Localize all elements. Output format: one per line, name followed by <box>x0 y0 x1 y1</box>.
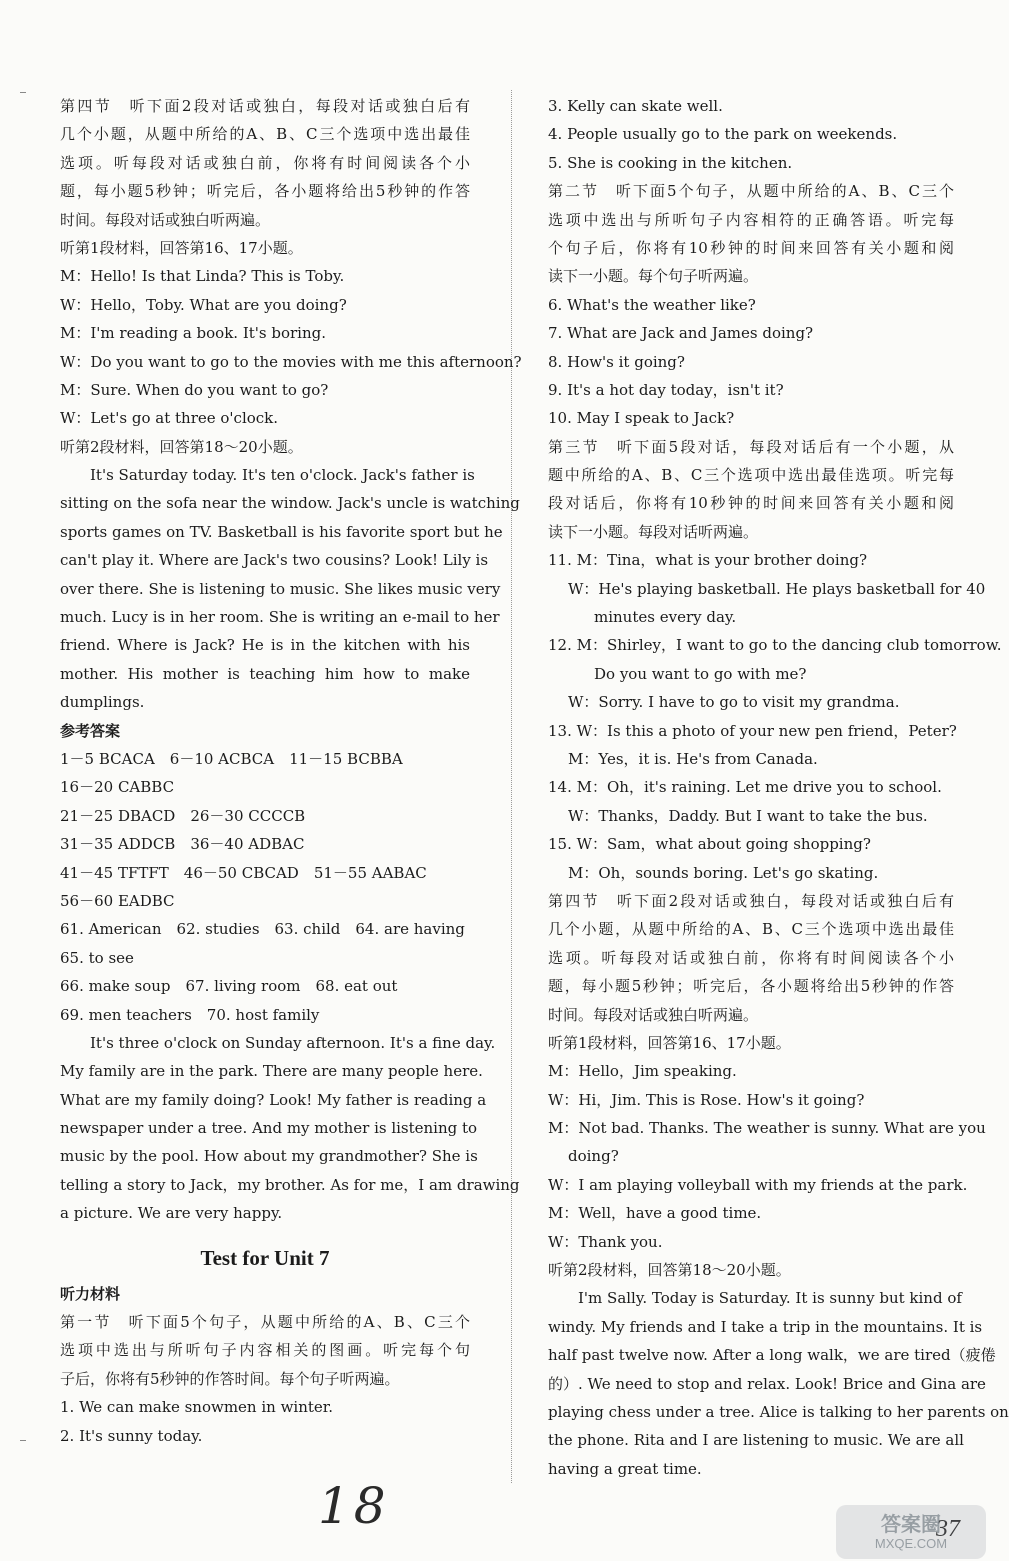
sentence-line: 6. What's the weather like? <box>548 295 756 314</box>
text-line: 选项。听每段对话或独白前，你将有时间阅读各个小 <box>548 948 954 967</box>
passage-line: 的）. We need to stop and relax. Look! Brice and Gina are <box>548 1374 986 1393</box>
dialogue-line: 13. W：Is this a photo of your new pen friend，Peter? <box>548 721 957 740</box>
passage-line: can't play it. Where are Jack's two cousins? Look! Lily is <box>60 551 489 570</box>
passage-line: half past twelve now. After a long walk，we are tired（疲倦 <box>548 1346 996 1365</box>
dialogue-line: W：I am playing volleyball with my friends at the park. <box>548 1175 968 1194</box>
answer-line: 61. American 62. studies 63. child 64. are having <box>60 920 465 939</box>
sentence-line: 1. We can make snowmen in winter. <box>60 1398 334 1417</box>
answer-line: 65. to see <box>60 948 134 967</box>
sentence-line: 8. How's it going? <box>548 352 685 371</box>
text-line: 选项中选出与所听句子内容相关的图画。听完每个句 <box>60 1341 470 1360</box>
passage-line: It's three o'clock on Sunday afternoon. It's a fine day. <box>90 1033 496 1052</box>
dialogue-line: M：Well，have a good time. <box>548 1204 762 1223</box>
passage-line: I'm Sally. Today is Saturday. It is sunny but kind of <box>578 1289 962 1308</box>
dialogue-line: doing? <box>568 1147 619 1166</box>
answer-line: 56－60 EADBC <box>60 891 175 910</box>
text-line: 第三节 听下面5段对话，每段对话后有一个小题，从 <box>548 437 954 456</box>
sentence-line: 2. It's sunny today. <box>60 1426 203 1445</box>
dialogue-line: W：Do you want to go to the movies with me this afternoon? <box>60 352 522 371</box>
passage-line: dumplings. <box>60 693 145 712</box>
dialogue-line: M：I'm reading a book. It's boring. <box>60 324 326 343</box>
passage-line: over there. She is listening to music. She likes music very <box>60 579 501 598</box>
handwritten-page-number: 18 <box>318 1477 390 1535</box>
text-line: 读下一小题。每段对话听两遍。 <box>548 522 759 541</box>
passage-line: My family are in the park. There are many people here. <box>60 1062 483 1081</box>
sentence-line: 9. It's a hot day today，isn't it? <box>548 380 784 399</box>
watermark-logo <box>836 1505 986 1559</box>
passage-line: sitting on the sofa near the window. Jack's uncle is watching <box>60 494 520 513</box>
passage-line: telling a story to Jack，my brother. As for me，I am drawing <box>60 1175 520 1194</box>
text-line: 听第2段材料，回答第18～20小题。 <box>548 1261 791 1280</box>
passage-line: playing chess under a tree. Alice is talking to her parents on <box>548 1402 1009 1421</box>
passage-line: a picture. We are very happy. <box>60 1204 283 1223</box>
text-line: 题中所给的A、B、C三个选项中选出最佳选项。听完每 <box>548 466 954 485</box>
answer-line: 21－25 DBACD 26－30 CCCCB <box>60 806 306 825</box>
text-line: 题，每小题5秒钟；听完后，各小题将给出5秒钟的作答 <box>60 182 470 201</box>
text-line: 第一节 听下面5个句子，从题中所给的A、B、C三个 <box>60 1313 470 1332</box>
text-line: 第四节 听下面2段对话或独白，每段对话或独白后有 <box>60 97 470 115</box>
dialogue-line: W：Thank you. <box>548 1232 663 1251</box>
text-line: 选项中选出与所听句子内容相符的正确答语。听完每 <box>548 210 954 229</box>
watermark-text: 答案圈 <box>881 1514 941 1536</box>
passage-line: windy. My friends and I take a trip in the mountains. It is <box>548 1317 983 1336</box>
passage-line: the phone. Rita and I are listening to music. We are all <box>548 1431 964 1450</box>
text-line: 几个小题，从题中所给的A、B、C三个选项中选出最佳 <box>60 125 470 144</box>
dialogue-line: Do you want to go with me? <box>594 664 807 683</box>
dialogue-line: M：Not bad. Thanks. The weather is sunny. What are you <box>548 1119 986 1138</box>
dialogue-line: M：Hello! Is that Linda? This is Toby. <box>60 267 345 286</box>
dialogue-line: M：Hello，Jim speaking. <box>548 1062 737 1081</box>
text-line: 段对话后，你将有10秒钟的时间来回答有关小题和阅 <box>548 494 954 513</box>
text-line: 读下一小题。每个句子听两遍。 <box>548 267 759 286</box>
dialogue-line: W：Hi，Jim. This is Rose. How's it going? <box>548 1090 865 1109</box>
dialogue-line: 15. W：Sam，what about going shopping? <box>548 835 871 854</box>
dialogue-line: 11. M：Tina，what is your brother doing? <box>548 551 868 570</box>
answer-line: 31－35 ADDCB 36－40 ADBAC <box>60 835 305 854</box>
sentence-line: 3. Kelly can skate well. <box>548 97 723 115</box>
text-line: 听第1段材料，回答第16、17小题。 <box>548 1033 791 1052</box>
dialogue-line: M：Yes，it is. He's from Canada. <box>568 749 818 768</box>
sentence-line: 10. May I speak to Jack? <box>548 409 735 428</box>
text-line: 听第2段材料，回答第18～20小题。 <box>60 437 303 456</box>
left-column <box>60 92 522 1450</box>
answer-line: 1－5 BCACA 6－10 ACBCA 11－15 BCBBA <box>60 749 403 768</box>
answer-key-heading: 参考答案 <box>60 721 121 740</box>
passage-line: much. Lucy is in her room. She is writing an e-mail to her <box>60 608 500 627</box>
text-line: 第四节 听下面2段对话或独白，每段对话或独白后有 <box>548 891 954 910</box>
sentence-line: 7. What are Jack and James doing? <box>548 324 814 343</box>
answer-line: 69. men teachers 70. host family <box>60 1005 320 1024</box>
unit-title: Test for Unit 7 <box>200 1245 330 1270</box>
dialogue-line: 14. M：Oh，it's raining. Let me drive you to school. <box>548 778 942 797</box>
margin-tick <box>20 92 26 93</box>
passage-line: friend. Where is Jack? He is in the kitchen with his <box>60 636 470 655</box>
passage-line: mother. His mother is teaching him how to make <box>60 664 470 683</box>
dialogue-line: M：Sure. When do you want to go? <box>60 380 329 399</box>
sentence-line: 4. People usually go to the park on weekends. <box>548 125 898 144</box>
text-line: 个句子后，你将有10秒钟的时间来回答有关小题和阅 <box>548 238 954 257</box>
watermark-url: MXQE.COM <box>874 1536 948 1551</box>
text-line: 选项。听每段对话或独白前，你将有时间阅读各个小 <box>60 153 470 172</box>
dialogue-line: W：He's playing basketball. He plays basketball for 40 <box>568 579 986 598</box>
dialogue-line: W：Thanks，Daddy. But I want to take the bus. <box>568 806 928 825</box>
dialogue-line: 12. M：Shirley，I want to go to the dancing club tomorrow. <box>548 636 1002 655</box>
margin-tick <box>20 1440 26 1441</box>
passage-line: It's Saturday today. It's ten o'clock. Jack's father is <box>90 466 475 485</box>
passage-line: music by the pool. How about my grandmother? She is <box>60 1147 478 1166</box>
dialogue-line: W：Let's go at three o'clock. <box>60 409 279 428</box>
dialogue-line: W：Hello，Toby. What are you doing? <box>60 295 347 314</box>
passage-line: sports games on TV. Basketball is his favorite sport but he <box>60 522 503 541</box>
text-line: 子后，你将有5秒钟的作答时间。每个句子听两遍。 <box>60 1369 400 1388</box>
answer-line: 66. make soup 67. living room 68. eat out <box>60 977 398 996</box>
text-line: 听第1段材料，回答第16、17小题。 <box>60 238 303 257</box>
text-line: 几个小题，从题中所给的A、B、C三个选项中选出最佳 <box>548 920 954 939</box>
page-number: 37 <box>936 1516 960 1542</box>
text-line: 题，每小题5秒钟；听完后，各小题将给出5秒钟的作答 <box>548 977 954 996</box>
sentence-line: 5. She is cooking in the kitchen. <box>548 153 793 172</box>
section-heading: 听力材料 <box>60 1284 121 1303</box>
text-line: 时间。每段对话或独白听两遍。 <box>548 1005 759 1024</box>
right-column <box>548 92 1009 1483</box>
text-line: 第二节 听下面5个句子，从题中所给的A、B、C三个 <box>548 182 954 201</box>
text-line: 时间。每段对话或独白听两遍。 <box>60 210 271 229</box>
answer-line: 41－45 TFTFT 46－50 CBCAD 51－55 AABAC <box>60 863 427 882</box>
passage-line: having a great time. <box>548 1459 702 1478</box>
passage-line: newspaper under a tree. And my mother is listening to <box>60 1119 478 1138</box>
answer-line: 16－20 CABBC <box>60 778 175 797</box>
dialogue-line: M：Oh，sounds boring. Let's go skating. <box>568 863 879 882</box>
dialogue-line: minutes every day. <box>594 608 737 627</box>
passage-line: What are my family doing? Look! My father is reading a <box>60 1090 487 1109</box>
dialogue-line: W：Sorry. I have to go to visit my grandma. <box>568 693 900 712</box>
column-divider <box>511 90 512 1483</box>
